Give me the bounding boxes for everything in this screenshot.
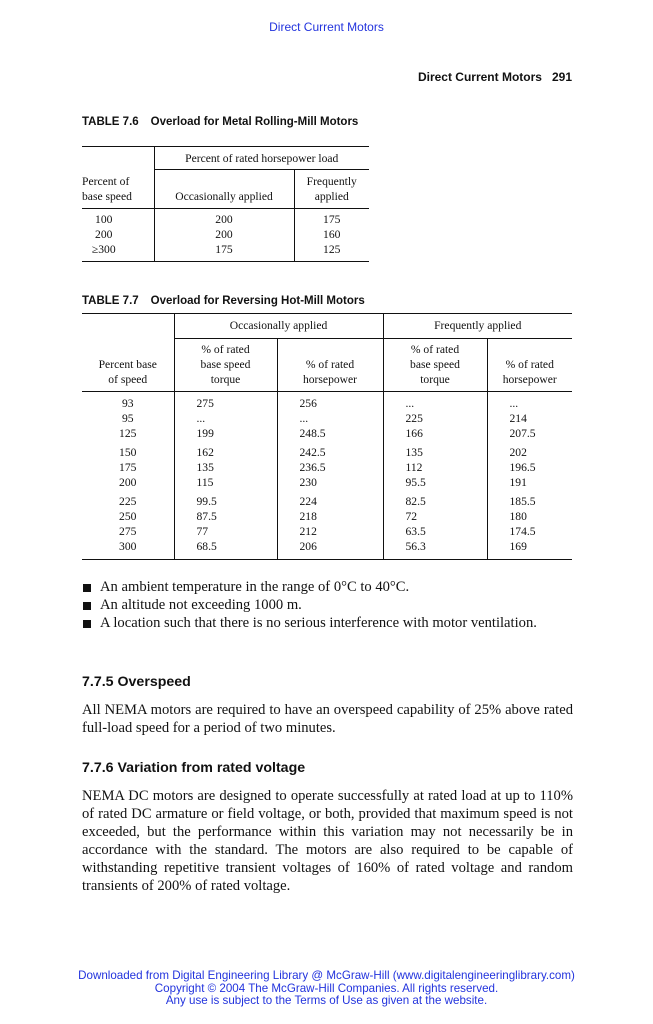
t77-cell: 115 bbox=[174, 475, 277, 490]
t76-cell: 200 bbox=[154, 227, 294, 242]
t77-cell: 99.5 bbox=[174, 494, 277, 509]
t77-cell: 248.5 bbox=[277, 426, 383, 441]
t77-cell: 218 bbox=[277, 509, 383, 524]
t77-cell: 180 bbox=[487, 509, 572, 524]
t77-cell: ... bbox=[383, 396, 487, 411]
table-row bbox=[82, 475, 572, 490]
t77-group-frequent: Frequently applied bbox=[383, 314, 572, 339]
t76-cell: 125 bbox=[294, 242, 369, 262]
t76-cell: 200 bbox=[154, 212, 294, 227]
t77-occ-torque-line1: % of rated bbox=[201, 342, 250, 356]
t77-cell: 230 bbox=[277, 475, 383, 490]
bullet-text: An ambient temperature in the range of 0°C to 40°C. bbox=[100, 579, 410, 595]
footer bbox=[0, 970, 653, 1008]
top-source-link[interactable]: Direct Current Motors bbox=[269, 20, 384, 34]
t77-freq-torque-line2: base speed bbox=[410, 357, 460, 371]
t76-col1-header-line2: base speed bbox=[82, 190, 132, 203]
table-row bbox=[82, 227, 369, 242]
t77-cell: 175 bbox=[119, 460, 137, 474]
t76-group-header: Percent of rated horsepower load bbox=[154, 147, 369, 170]
t77-cell: 56.3 bbox=[383, 539, 487, 560]
t77-freq-hp-line2: horsepower bbox=[502, 372, 557, 386]
bullet-square-icon bbox=[83, 620, 91, 628]
t77-cell: 82.5 bbox=[383, 494, 487, 509]
table-row bbox=[82, 242, 369, 262]
table-7-7-title: Overload for Reversing Hot-Mill Motors bbox=[150, 295, 365, 307]
t77-occ-hp-line1: % of rated bbox=[305, 357, 355, 371]
t77-cell: 202 bbox=[487, 445, 572, 460]
t77-cell: 135 bbox=[174, 460, 277, 475]
t77-cell: 162 bbox=[174, 445, 277, 460]
bullet-item bbox=[82, 596, 573, 614]
t76-col1-header bbox=[82, 170, 154, 209]
table-row bbox=[82, 494, 572, 509]
running-head-title: Direct Current Motors bbox=[417, 70, 542, 84]
table-row bbox=[82, 396, 572, 411]
t77-cell: 275 bbox=[119, 524, 137, 538]
t76-col3-header-line1: Frequently bbox=[306, 175, 357, 188]
table-row bbox=[82, 426, 572, 441]
bullet-text: A location such that there is no serious interference with motor ventilation. bbox=[100, 615, 537, 631]
t77-cell: 77 bbox=[174, 524, 277, 539]
table-row bbox=[82, 460, 572, 475]
table-row bbox=[82, 509, 572, 524]
t77-cell: 135 bbox=[383, 445, 487, 460]
table-7-7 bbox=[82, 313, 572, 560]
t77-cell: 250 bbox=[119, 509, 137, 523]
table-7-6-label: TABLE 7.6 bbox=[82, 116, 139, 128]
footer-terms-link[interactable]: Any use is subject to the Terms of Use as given at the website. bbox=[165, 994, 488, 1007]
t77-occ-torque-header bbox=[174, 338, 277, 391]
t77-cell: 242.5 bbox=[277, 445, 383, 460]
section-7-7-5-heading: 7.7.5 Overspeed bbox=[82, 674, 191, 690]
t77-freq-torque-header bbox=[383, 338, 487, 391]
t77-cell: 95 bbox=[121, 411, 134, 425]
table-7-7-label: TABLE 7.7 bbox=[82, 295, 139, 307]
t76-cell: 200 bbox=[95, 228, 113, 241]
t77-cell: ... bbox=[277, 411, 383, 426]
t77-occ-hp-line2: horsepower bbox=[302, 372, 358, 386]
t77-cell: 196.5 bbox=[487, 460, 572, 475]
t77-cell: 225 bbox=[383, 411, 487, 426]
t77-cell: 224 bbox=[277, 494, 383, 509]
t77-cell: 200 bbox=[119, 475, 137, 489]
t77-occ-torque-line3: torque bbox=[210, 372, 241, 386]
t77-cell: 225 bbox=[119, 494, 137, 508]
t77-cell: 199 bbox=[174, 426, 277, 441]
t77-group-occasional: Occasionally applied bbox=[174, 314, 383, 339]
t77-cell: 214 bbox=[487, 411, 572, 426]
footer-download-link[interactable]: Downloaded from Digital Engineering Library @ McGraw-Hill (www.digitalengineeringlibrary.com) bbox=[78, 969, 575, 982]
running-head bbox=[418, 70, 572, 84]
table-row bbox=[82, 524, 572, 539]
t77-cell: 206 bbox=[277, 539, 383, 560]
table-7-6-caption bbox=[82, 115, 372, 129]
bullet-square-icon bbox=[83, 584, 91, 592]
t77-cell: 174.5 bbox=[487, 524, 572, 539]
t77-cell: 207.5 bbox=[487, 426, 572, 441]
t76-cell: 100 bbox=[95, 213, 113, 226]
t77-freq-torque-line3: torque bbox=[420, 372, 450, 386]
t77-cell: ... bbox=[174, 411, 277, 426]
table-row bbox=[82, 445, 572, 460]
bullet-item bbox=[82, 578, 573, 596]
t77-cell: ... bbox=[487, 396, 572, 411]
section-7-7-6-heading: 7.7.6 Variation from rated voltage bbox=[82, 760, 306, 776]
t77-cell: 275 bbox=[174, 396, 277, 411]
t76-cell: 175 bbox=[294, 212, 369, 227]
t77-cell: 300 bbox=[82, 539, 174, 560]
section-7-7-6-text: NEMA DC motors are designed to operate successfully at rated load at up to 110% of rated DC armature or field voltage, or both, provided that maximum speed is not exceeded, but the performance within this variation may not necessarily be in accordance with the standard. The motors are also required to be capable of withstanding repetitive transient voltages of 160% of rated voltage and random transients of 200% of rated voltage. bbox=[82, 788, 573, 894]
table-row bbox=[82, 212, 369, 227]
t76-col1-header-line1: Percent of bbox=[82, 175, 130, 188]
t77-freq-hp-line1: % of rated bbox=[505, 357, 554, 371]
bullet-text: An altitude not exceeding 1000 m. bbox=[100, 597, 302, 613]
table-7-6 bbox=[82, 146, 369, 262]
table-row bbox=[82, 411, 572, 426]
t76-cell: 160 bbox=[294, 227, 369, 242]
bullet-square-icon bbox=[83, 602, 91, 610]
t77-cell: 236.5 bbox=[277, 460, 383, 475]
bullet-list bbox=[82, 578, 573, 632]
t77-occ-torque-line2: base speed bbox=[200, 357, 251, 371]
t76-cell: ≥300 bbox=[82, 242, 154, 262]
t77-cell: 212 bbox=[277, 524, 383, 539]
table-7-6-title: Overload for Metal Rolling-Mill Motors bbox=[150, 116, 359, 128]
t77-speed-header-line1: Percent base bbox=[98, 357, 157, 371]
t77-body bbox=[82, 391, 572, 559]
t77-cell: 72 bbox=[383, 509, 487, 524]
table-7-7-caption bbox=[82, 294, 482, 308]
t76-col2-header: Occasionally applied bbox=[154, 170, 294, 209]
section-7-7-5-text: All NEMA motors are required to have an overspeed capability of 25% above rated full-load speed for a period of two minutes. bbox=[82, 702, 573, 736]
t77-cell: 93 bbox=[121, 396, 134, 410]
t77-freq-torque-line1: % of rated bbox=[410, 342, 460, 356]
t77-cell: 112 bbox=[383, 460, 487, 475]
t77-cell: 166 bbox=[383, 426, 487, 441]
t77-freq-hp-header bbox=[487, 338, 572, 391]
t77-cell: 68.5 bbox=[174, 539, 277, 560]
footer-copyright: Copyright © 2004 The McGraw-Hill Companies. All rights reserved. bbox=[154, 981, 499, 995]
t77-speed-header-line2: of speed bbox=[108, 372, 148, 386]
t76-col3-header-line2: applied bbox=[314, 190, 349, 203]
t77-cell: 125 bbox=[119, 426, 137, 440]
bullet-item bbox=[82, 614, 573, 632]
page-number: 291 bbox=[551, 70, 572, 84]
t76-col3-header bbox=[294, 170, 369, 209]
t77-cell: 185.5 bbox=[487, 494, 572, 509]
t77-cell: 169 bbox=[487, 539, 572, 560]
table-row bbox=[82, 539, 572, 560]
t77-cell: 87.5 bbox=[174, 509, 277, 524]
t77-cell: 191 bbox=[487, 475, 572, 490]
t77-speed-header bbox=[82, 338, 174, 391]
t77-cell: 95.5 bbox=[383, 475, 487, 490]
t76-cell: 175 bbox=[154, 242, 294, 262]
t77-cell: 256 bbox=[277, 396, 383, 411]
t77-occ-hp-header bbox=[277, 338, 383, 391]
t77-cell: 150 bbox=[119, 445, 137, 459]
t77-cell: 63.5 bbox=[383, 524, 487, 539]
